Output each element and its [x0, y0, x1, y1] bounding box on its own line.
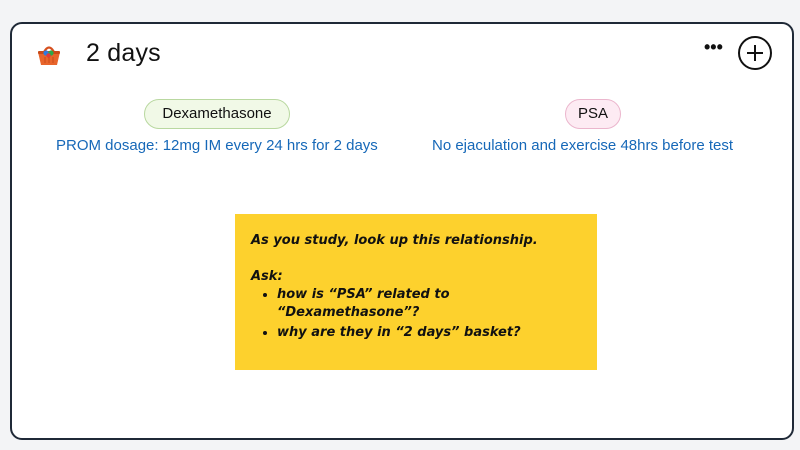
more-options-icon[interactable]: •••	[704, 37, 723, 57]
tag-dexamethasone[interactable]: Dexamethasone	[144, 99, 290, 129]
sticky-note-ask-label: Ask:	[251, 269, 283, 284]
sticky-note-list	[251, 286, 581, 342]
sticky-note-question: • how is “PSA” related to “Dexamethasone”?	[277, 286, 581, 322]
sticky-note	[235, 214, 597, 370]
card-note-dexamethasone[interactable]: PROM dosage: 12mg IM every 24 hrs for 2 days	[56, 137, 378, 154]
card-note-psa[interactable]: No ejaculation and exercise 48hrs before test	[432, 137, 734, 154]
sticky-note-intro: As you study, look up this relationship.	[251, 233, 538, 248]
sticky-note-question: • why are they in “2 days” basket?	[277, 324, 581, 342]
plus-icon	[740, 38, 770, 68]
basket-icon	[36, 42, 62, 68]
add-item-button[interactable]	[738, 36, 772, 70]
tag-psa[interactable]: PSA	[565, 99, 621, 129]
basket-title: 2 days	[86, 39, 161, 67]
